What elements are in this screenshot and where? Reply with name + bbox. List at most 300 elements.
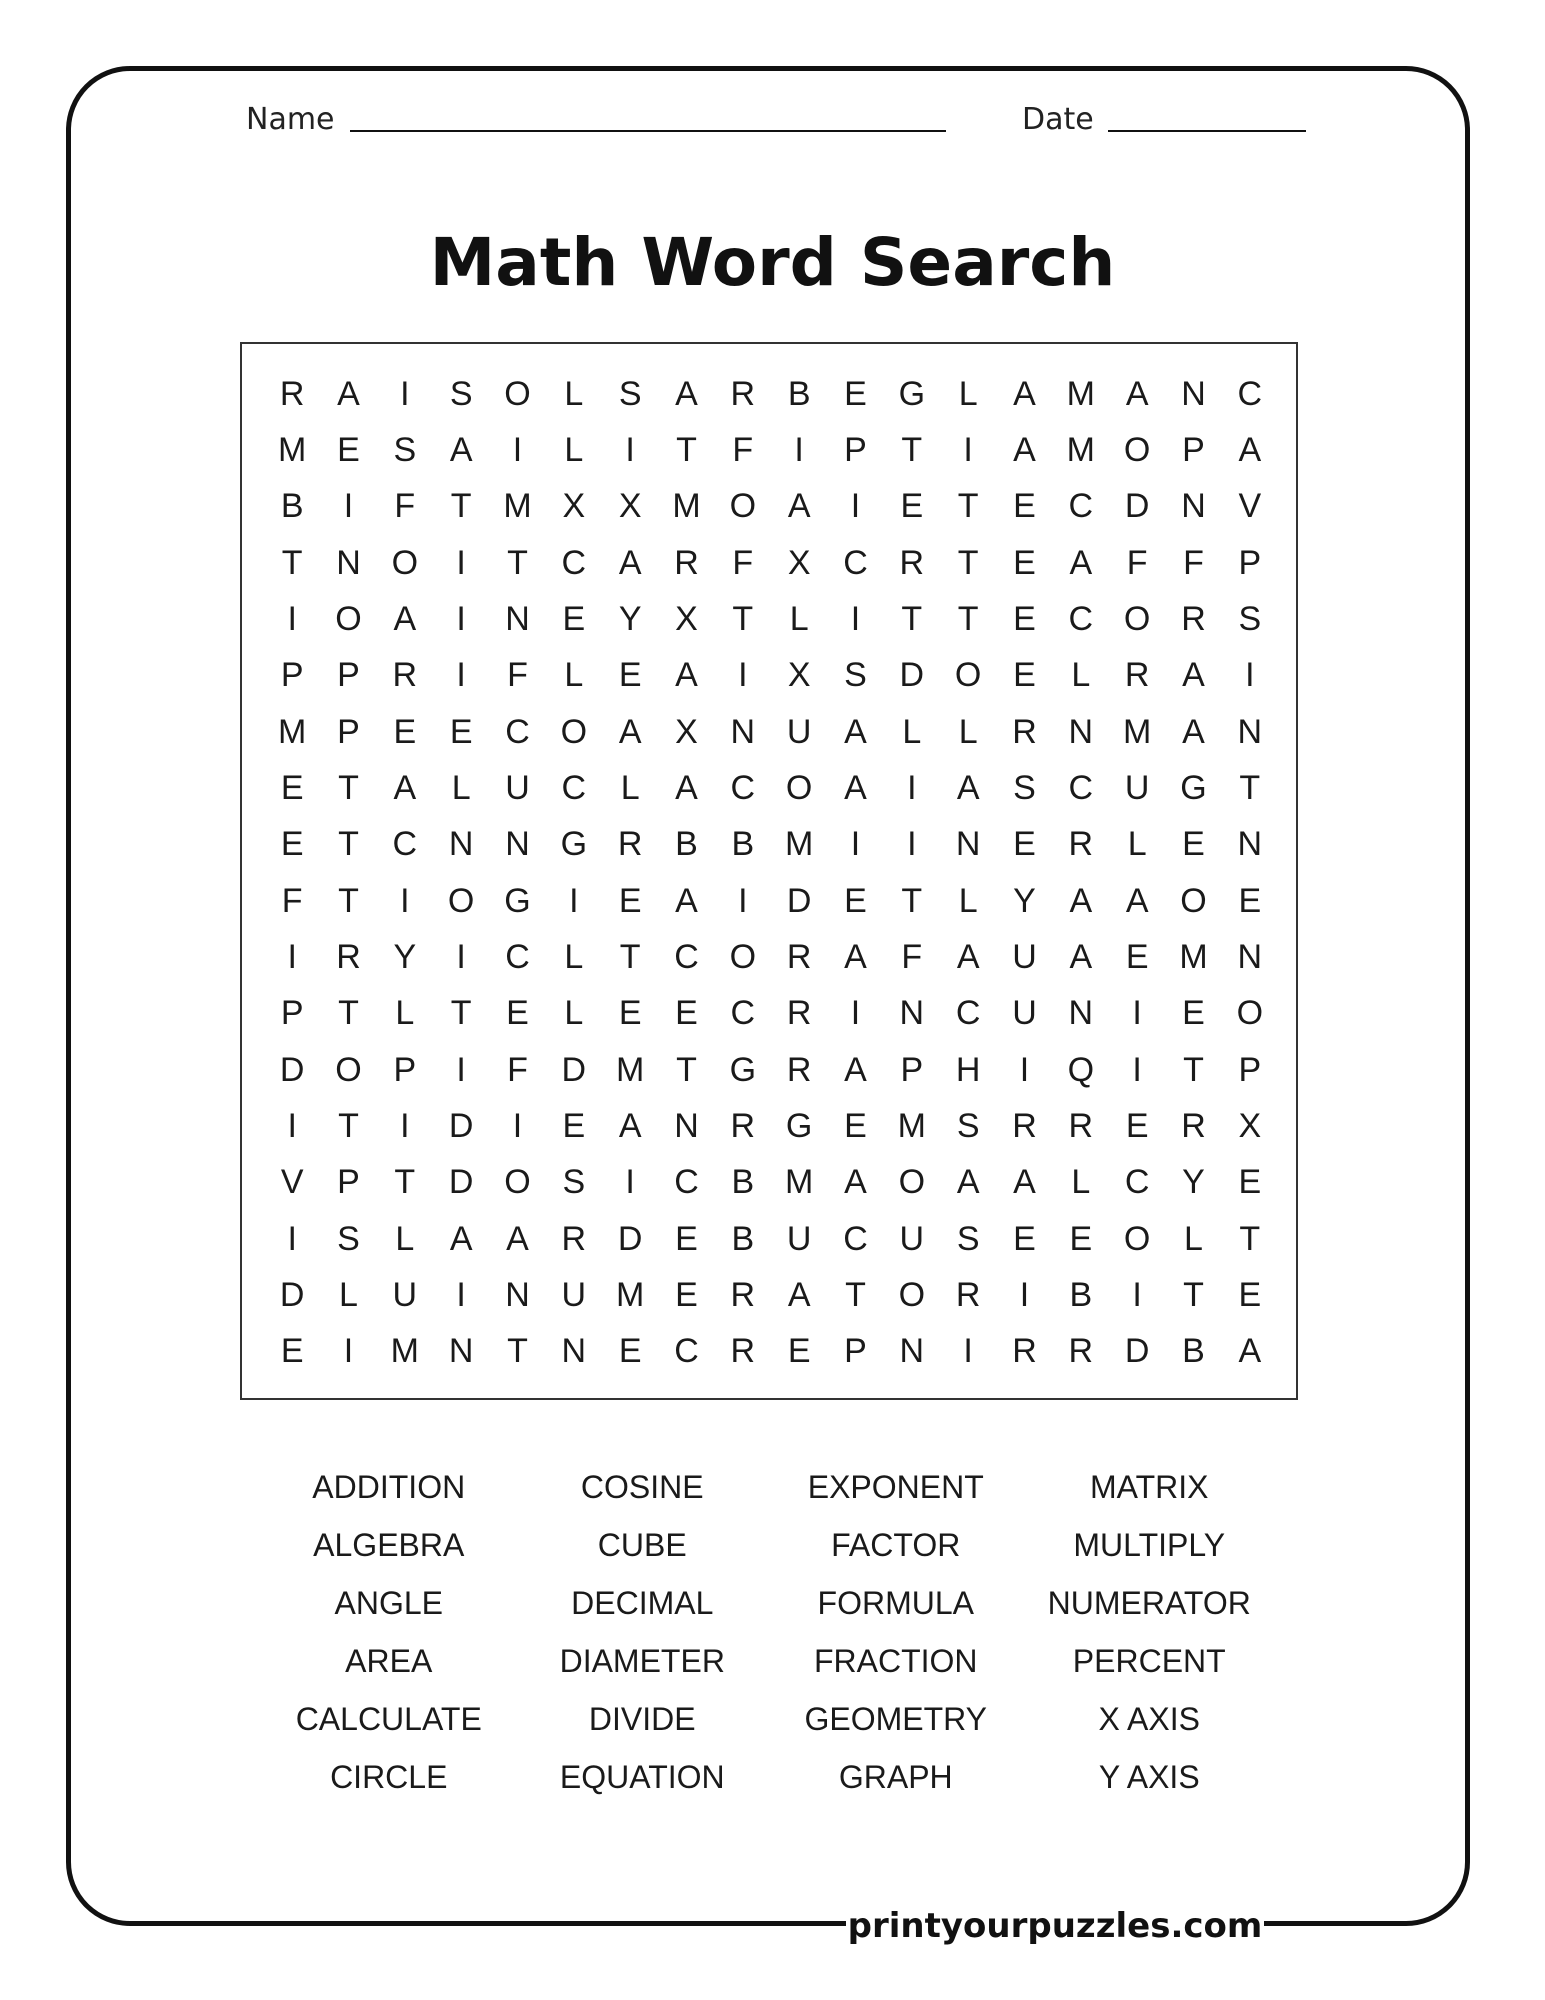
grid-cell[interactable]: O [447, 881, 475, 920]
grid-cell[interactable]: C [561, 543, 587, 582]
grid-cell[interactable]: A [1125, 881, 1149, 920]
grid-cell[interactable]: A [1182, 712, 1205, 751]
grid-cell[interactable]: Y [1013, 881, 1036, 920]
grid-cell[interactable]: I [850, 599, 861, 638]
grid-cell[interactable]: P [1238, 543, 1262, 582]
grid-cell[interactable]: T [732, 599, 754, 638]
grid-cell[interactable]: L [902, 712, 922, 751]
grid-cell[interactable]: N [1068, 994, 1094, 1033]
grid-cell[interactable]: P [1238, 1050, 1262, 1089]
grid-cell[interactable]: C [843, 543, 868, 582]
grid-cell[interactable]: U [786, 712, 812, 751]
grid-cell[interactable]: A [1013, 1163, 1036, 1202]
grid-cell[interactable]: C [1068, 768, 1094, 807]
grid-cell[interactable]: S [1013, 768, 1036, 807]
grid-cell[interactable]: O [1123, 1219, 1151, 1258]
grid-cell[interactable]: P [337, 656, 360, 695]
grid-cell[interactable]: S [844, 656, 867, 695]
grid-cell[interactable]: E [1238, 881, 1262, 920]
grid-cell[interactable]: E [280, 768, 304, 807]
grid-cell[interactable]: A [1069, 543, 1093, 582]
grid-cell[interactable]: E [618, 1332, 642, 1371]
grid-cell[interactable]: I [1132, 1050, 1142, 1089]
grid-cell[interactable]: H [955, 1050, 981, 1089]
grid-cell[interactable]: D [617, 1219, 643, 1258]
grid-cell[interactable]: I [625, 1163, 635, 1202]
grid-cell[interactable]: R [279, 374, 305, 413]
grid-cell[interactable]: T [394, 1163, 416, 1202]
grid-cell[interactable]: O [504, 374, 531, 413]
grid-cell[interactable]: B [731, 1219, 755, 1258]
grid-cell[interactable]: I [456, 656, 466, 695]
name-field[interactable] [350, 130, 946, 132]
grid-cell[interactable]: I [400, 374, 410, 413]
grid-cell[interactable]: D [561, 1050, 587, 1089]
grid-cell[interactable]: R [786, 994, 812, 1033]
grid-cell[interactable]: I [907, 825, 917, 864]
grid-cell[interactable]: I [512, 430, 523, 469]
grid-cell[interactable]: R [730, 1106, 756, 1145]
grid-cell[interactable]: A [844, 1163, 867, 1202]
grid-cell[interactable]: D [279, 1275, 305, 1314]
grid-cell[interactable]: E [1238, 1275, 1262, 1314]
grid-cell[interactable]: E [1238, 1163, 1262, 1202]
grid-cell[interactable]: E [787, 1332, 811, 1371]
grid-cell[interactable]: D [786, 881, 812, 920]
grid-cell[interactable]: A [506, 1219, 529, 1258]
grid-cell[interactable]: B [787, 374, 811, 413]
grid-cell[interactable]: I [1132, 1275, 1142, 1314]
grid-cell[interactable]: G [1180, 768, 1207, 807]
grid-cell[interactable]: N [899, 994, 925, 1033]
grid-cell[interactable]: L [451, 768, 471, 807]
grid-cell[interactable]: O [560, 712, 588, 751]
grid-cell[interactable]: R [1124, 656, 1150, 695]
grid-cell[interactable]: B [731, 825, 755, 864]
grid-cell[interactable]: I [850, 825, 861, 864]
grid-cell[interactable]: I [456, 1050, 466, 1089]
grid-cell[interactable]: L [564, 656, 584, 695]
grid-cell[interactable]: I [343, 487, 354, 526]
grid-cell[interactable]: N [955, 825, 981, 864]
grid-cell[interactable]: D [1124, 1332, 1150, 1371]
grid-cell[interactable]: E [1182, 825, 1205, 864]
grid-cell[interactable]: I [963, 1332, 973, 1371]
grid-cell[interactable]: I [1245, 656, 1255, 695]
grid-cell[interactable]: N [505, 599, 530, 638]
grid-cell[interactable]: P [844, 430, 867, 469]
grid-cell[interactable]: C [843, 1219, 868, 1258]
grid-cell[interactable]: A [787, 487, 811, 526]
grid-cell[interactable]: N [1181, 374, 1206, 413]
grid-cell[interactable]: C [392, 825, 418, 864]
grid-cell[interactable]: T [901, 881, 923, 920]
grid-cell[interactable]: Y [1182, 1163, 1205, 1202]
grid-cell[interactable]: L [1071, 1163, 1091, 1202]
grid-cell[interactable]: L [564, 994, 584, 1033]
grid-cell[interactable]: R [674, 543, 699, 582]
grid-cell[interactable]: G [504, 881, 531, 920]
grid-cell[interactable]: P [280, 656, 304, 695]
grid-cell[interactable]: X [787, 543, 811, 582]
grid-cell[interactable]: A [844, 712, 867, 751]
grid-cell[interactable]: R [730, 374, 756, 413]
grid-cell[interactable]: D [279, 1050, 305, 1089]
grid-cell[interactable]: O [729, 487, 757, 526]
grid-cell[interactable]: C [1068, 599, 1094, 638]
grid-cell[interactable]: T [338, 768, 359, 807]
grid-cell[interactable]: L [395, 1219, 415, 1258]
grid-cell[interactable]: R [1012, 1106, 1037, 1145]
grid-cell[interactable]: U [561, 1275, 587, 1314]
grid-cell[interactable]: G [560, 825, 588, 864]
grid-cell[interactable]: I [738, 881, 748, 920]
grid-cell[interactable]: E [1013, 656, 1036, 695]
grid-cell[interactable]: R [1068, 1332, 1094, 1371]
grid-cell[interactable]: C [955, 994, 981, 1033]
grid-cell[interactable]: E [1125, 937, 1149, 976]
grid-cell[interactable]: E [506, 994, 529, 1033]
grid-cell[interactable]: O [504, 1163, 531, 1202]
grid-cell[interactable]: D [448, 1106, 474, 1145]
grid-cell[interactable]: L [620, 768, 640, 807]
grid-cell[interactable]: C [561, 768, 587, 807]
grid-cell[interactable]: O [898, 1163, 926, 1202]
grid-cell[interactable]: A [449, 1219, 473, 1258]
grid-cell[interactable]: I [738, 656, 748, 695]
grid-cell[interactable]: S [449, 374, 473, 413]
grid-cell[interactable]: A [618, 543, 642, 582]
grid-cell[interactable]: M [672, 487, 701, 526]
grid-cell[interactable]: O [898, 1275, 926, 1314]
grid-cell[interactable]: C [1237, 374, 1263, 413]
grid-cell[interactable]: T [957, 543, 979, 582]
grid-cell[interactable]: S [618, 374, 642, 413]
grid-cell[interactable]: T [1183, 1275, 1204, 1314]
grid-cell[interactable]: O [1123, 599, 1151, 638]
grid-cell[interactable]: A [1013, 430, 1036, 469]
grid-cell[interactable]: I [512, 1106, 523, 1145]
grid-cell[interactable]: E [618, 994, 642, 1033]
grid-cell[interactable]: X [562, 487, 586, 526]
grid-cell[interactable]: T [450, 487, 472, 526]
grid-cell[interactable]: S [562, 1163, 586, 1202]
grid-cell[interactable]: T [676, 1050, 697, 1089]
grid-cell[interactable]: I [400, 881, 410, 920]
grid-cell[interactable]: O [335, 599, 362, 638]
grid-cell[interactable]: A [1238, 1332, 1262, 1371]
grid-cell[interactable]: L [958, 374, 978, 413]
grid-cell[interactable]: Q [1067, 1050, 1095, 1089]
grid-cell[interactable]: N [674, 1106, 699, 1145]
grid-cell[interactable]: D [899, 656, 925, 695]
grid-cell[interactable]: A [1069, 881, 1093, 920]
grid-cell[interactable]: M [278, 430, 307, 469]
grid-cell[interactable]: N [1068, 712, 1094, 751]
grid-cell[interactable]: F [507, 1050, 528, 1089]
grid-cell[interactable]: D [1124, 487, 1150, 526]
grid-cell[interactable]: N [448, 1332, 474, 1371]
grid-cell[interactable]: E [1013, 599, 1036, 638]
grid-cell[interactable]: R [899, 543, 925, 582]
grid-cell[interactable]: T [507, 543, 528, 582]
grid-cell[interactable]: O [335, 1050, 362, 1089]
grid-cell[interactable]: L [564, 937, 584, 976]
grid-cell[interactable]: R [392, 656, 418, 695]
grid-cell[interactable]: B [280, 487, 304, 526]
grid-cell[interactable]: B [731, 1163, 755, 1202]
grid-cell[interactable]: T [507, 1332, 528, 1371]
grid-cell[interactable]: R [1068, 1106, 1094, 1145]
grid-cell[interactable]: B [1182, 1332, 1205, 1371]
grid-cell[interactable]: I [625, 430, 635, 469]
grid-cell[interactable]: I [456, 1275, 466, 1314]
grid-cell[interactable]: N [561, 1332, 587, 1371]
grid-cell[interactable]: S [956, 1106, 980, 1145]
grid-cell[interactable]: F [507, 656, 528, 695]
grid-cell[interactable]: E [844, 374, 867, 413]
grid-cell[interactable]: R [786, 1050, 812, 1089]
grid-cell[interactable]: U [1124, 768, 1150, 807]
grid-cell[interactable]: E [1013, 487, 1036, 526]
grid-cell[interactable]: R [1012, 712, 1037, 751]
grid-cell[interactable]: E [675, 1275, 698, 1314]
grid-cell[interactable]: T [338, 825, 359, 864]
grid-cell[interactable]: M [503, 487, 532, 526]
grid-cell[interactable]: A [956, 937, 980, 976]
grid-cell[interactable]: R [730, 1275, 756, 1314]
grid-cell[interactable]: S [393, 430, 417, 469]
grid-cell[interactable]: C [674, 1332, 699, 1371]
grid-cell[interactable]: F [901, 937, 923, 976]
grid-cell[interactable]: E [675, 994, 698, 1033]
grid-cell[interactable]: B [675, 825, 698, 864]
grid-cell[interactable]: I [287, 937, 297, 976]
grid-cell[interactable]: L [395, 994, 415, 1033]
grid-cell[interactable]: D [448, 1163, 474, 1202]
grid-cell[interactable]: E [900, 487, 924, 526]
grid-cell[interactable]: Y [393, 937, 417, 976]
grid-cell[interactable]: N [1237, 937, 1263, 976]
grid-cell[interactable]: E [1013, 543, 1036, 582]
grid-cell[interactable]: M [784, 825, 814, 864]
grid-cell[interactable]: C [1124, 1163, 1150, 1202]
grid-cell[interactable]: X [1238, 1106, 1262, 1145]
grid-cell[interactable]: M [615, 1275, 645, 1314]
grid-cell[interactable]: S [337, 1219, 360, 1258]
grid-cell[interactable]: P [1182, 430, 1205, 469]
grid-cell[interactable]: E [1125, 1106, 1149, 1145]
grid-cell[interactable]: U [1012, 937, 1037, 976]
grid-cell[interactable]: T [1239, 768, 1261, 807]
grid-cell[interactable]: U [899, 1219, 925, 1258]
grid-cell[interactable]: L [1184, 1219, 1203, 1258]
grid-cell[interactable]: M [1066, 374, 1095, 413]
grid-cell[interactable]: E [449, 712, 473, 751]
grid-cell[interactable]: A [618, 712, 642, 751]
grid-cell[interactable]: M [1122, 712, 1152, 751]
grid-cell[interactable]: A [675, 768, 698, 807]
grid-cell[interactable]: T [338, 994, 359, 1033]
grid-cell[interactable]: N [730, 712, 756, 751]
grid-cell[interactable]: P [393, 1050, 417, 1089]
grid-cell[interactable]: A [1238, 430, 1262, 469]
grid-cell[interactable]: A [1182, 656, 1205, 695]
grid-cell[interactable]: R [336, 937, 361, 976]
grid-cell[interactable]: C [730, 994, 756, 1033]
grid-cell[interactable]: I [1019, 1275, 1030, 1314]
grid-cell[interactable]: L [958, 881, 978, 920]
grid-cell[interactable]: L [958, 712, 978, 751]
grid-cell[interactable]: P [844, 1332, 867, 1371]
grid-cell[interactable]: I [456, 599, 466, 638]
grid-cell[interactable]: T [450, 994, 472, 1033]
grid-cell[interactable]: M [278, 712, 307, 751]
grid-cell[interactable]: O [954, 656, 982, 695]
grid-cell[interactable]: O [391, 543, 419, 582]
grid-cell[interactable]: L [564, 430, 584, 469]
grid-cell[interactable]: P [337, 712, 360, 751]
grid-cell[interactable]: F [1183, 543, 1204, 582]
grid-cell[interactable]: R [1181, 599, 1206, 638]
grid-cell[interactable]: R [1068, 825, 1094, 864]
grid-cell[interactable]: A [675, 374, 698, 413]
grid-cell[interactable]: N [1237, 712, 1263, 751]
grid-cell[interactable]: S [1238, 599, 1262, 638]
grid-cell[interactable]: T [619, 937, 641, 976]
grid-cell[interactable]: C [505, 712, 530, 751]
grid-cell[interactable]: N [1237, 825, 1263, 864]
grid-cell[interactable]: N [505, 825, 530, 864]
grid-cell[interactable]: L [1127, 825, 1147, 864]
grid-cell[interactable]: T [901, 430, 923, 469]
grid-cell[interactable]: C [505, 937, 530, 976]
grid-cell[interactable]: I [1019, 1050, 1030, 1089]
grid-cell[interactable]: G [898, 374, 926, 413]
grid-cell[interactable]: M [784, 1163, 814, 1202]
grid-cell[interactable]: T [957, 487, 979, 526]
grid-cell[interactable]: A [1069, 937, 1093, 976]
grid-cell[interactable]: T [676, 430, 697, 469]
grid-cell[interactable]: I [287, 1106, 297, 1145]
grid-cell[interactable]: U [392, 1275, 418, 1314]
grid-cell[interactable]: O [729, 937, 757, 976]
grid-cell[interactable]: E [618, 881, 642, 920]
grid-cell[interactable]: E [1013, 1219, 1036, 1258]
grid-cell[interactable]: A [956, 768, 980, 807]
grid-cell[interactable]: G [785, 1106, 813, 1145]
grid-cell[interactable]: O [1180, 881, 1207, 920]
grid-cell[interactable]: I [287, 1219, 297, 1258]
grid-cell[interactable]: R [786, 937, 812, 976]
grid-cell[interactable]: F [1126, 543, 1148, 582]
grid-cell[interactable]: A [844, 768, 867, 807]
grid-cell[interactable]: I [850, 994, 861, 1033]
grid-cell[interactable]: U [505, 768, 530, 807]
grid-cell[interactable]: I [850, 487, 861, 526]
grid-cell[interactable]: N [1181, 487, 1206, 526]
grid-cell[interactable]: I [400, 1106, 410, 1145]
grid-cell[interactable]: X [675, 712, 698, 751]
grid-cell[interactable]: E [675, 1219, 698, 1258]
grid-cell[interactable]: T [281, 543, 303, 582]
grid-cell[interactable]: X [675, 599, 698, 638]
grid-cell[interactable]: M [615, 1050, 645, 1089]
grid-cell[interactable]: B [1069, 1275, 1093, 1314]
grid-cell[interactable]: M [1066, 430, 1095, 469]
grid-cell[interactable]: X [618, 487, 642, 526]
grid-cell[interactable]: F [394, 487, 416, 526]
grid-cell[interactable]: E [562, 1106, 586, 1145]
grid-cell[interactable]: N [336, 543, 361, 582]
grid-cell[interactable]: Y [618, 599, 642, 638]
grid-cell[interactable]: C [1068, 487, 1094, 526]
grid-cell[interactable]: E [562, 599, 586, 638]
grid-cell[interactable]: I [456, 937, 466, 976]
grid-cell[interactable]: G [729, 1050, 757, 1089]
grid-cell[interactable]: V [1238, 487, 1262, 526]
grid-cell[interactable]: R [561, 1219, 587, 1258]
grid-cell[interactable]: F [281, 881, 303, 920]
grid-cell[interactable]: L [564, 374, 584, 413]
grid-cell[interactable]: E [844, 1106, 867, 1145]
grid-cell[interactable]: I [794, 430, 804, 469]
grid-cell[interactable]: P [337, 1163, 360, 1202]
grid-cell[interactable]: I [287, 599, 297, 638]
grid-cell[interactable]: T [1183, 1050, 1204, 1089]
grid-cell[interactable]: I [907, 768, 917, 807]
grid-cell[interactable]: V [280, 1163, 304, 1202]
grid-cell[interactable]: T [957, 599, 979, 638]
grid-cell[interactable]: N [448, 825, 474, 864]
grid-cell[interactable]: P [280, 994, 304, 1033]
grid-cell[interactable]: C [674, 1163, 699, 1202]
grid-cell[interactable]: O [1123, 430, 1151, 469]
date-field[interactable] [1108, 130, 1306, 132]
grid-cell[interactable]: E [618, 656, 642, 695]
grid-cell[interactable]: A [449, 430, 473, 469]
grid-cell[interactable]: A [618, 1106, 642, 1145]
grid-cell[interactable]: E [337, 430, 360, 469]
grid-cell[interactable]: M [390, 1332, 419, 1371]
grid-cell[interactable]: I [343, 1332, 354, 1371]
grid-cell[interactable]: A [675, 656, 698, 695]
grid-cell[interactable]: M [1179, 937, 1208, 976]
grid-cell[interactable]: R [617, 825, 643, 864]
grid-cell[interactable]: E [280, 1332, 304, 1371]
grid-cell[interactable]: A [337, 374, 360, 413]
grid-cell[interactable]: R [1012, 1332, 1037, 1371]
grid-cell[interactable]: A [787, 1275, 811, 1314]
grid-cell[interactable]: E [844, 881, 867, 920]
grid-cell[interactable]: I [569, 881, 579, 920]
grid-cell[interactable]: M [897, 1106, 926, 1145]
grid-cell[interactable]: U [786, 1219, 812, 1258]
grid-cell[interactable]: T [338, 881, 359, 920]
grid-cell[interactable]: A [956, 1163, 980, 1202]
grid-cell[interactable]: U [1012, 994, 1037, 1033]
grid-cell[interactable]: P [900, 1050, 924, 1089]
grid-cell[interactable]: I [1132, 994, 1142, 1033]
grid-cell[interactable]: E [393, 712, 417, 751]
grid-cell[interactable]: A [844, 1050, 867, 1089]
grid-cell[interactable]: S [956, 1219, 980, 1258]
grid-cell[interactable]: N [899, 1332, 925, 1371]
grid-cell[interactable]: E [1013, 825, 1036, 864]
grid-cell[interactable]: R [1181, 1106, 1206, 1145]
grid-cell[interactable]: F [732, 430, 754, 469]
grid-cell[interactable]: L [339, 1275, 358, 1314]
